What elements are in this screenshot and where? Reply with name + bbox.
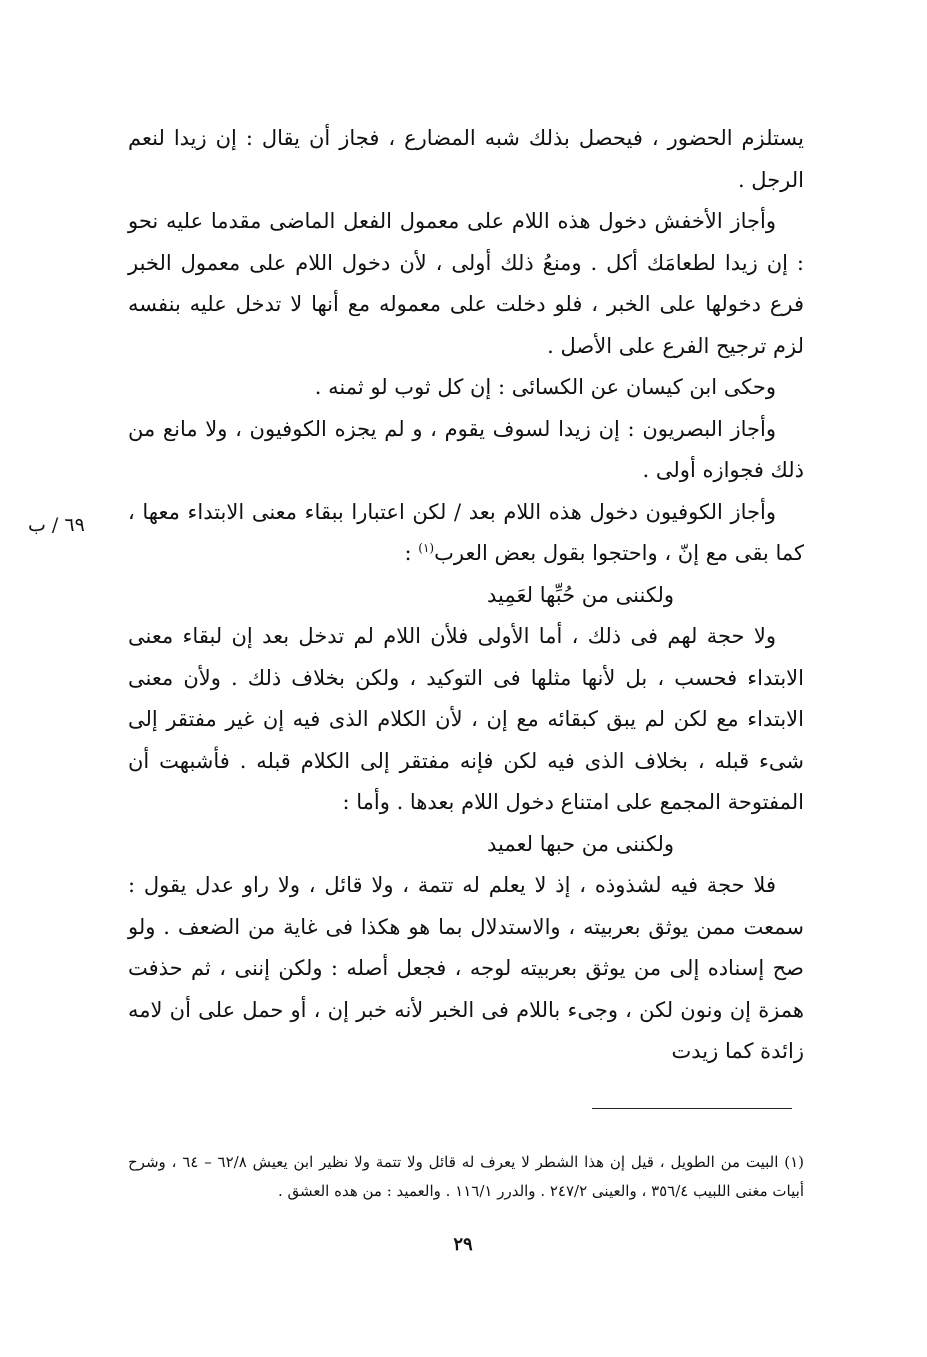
footnote-1: (١) البيت من الطويل ، قيل إن هذا الشطر لا يعرف له قائل ولا تتمة ولا نظير ابن يعيش ٦٢/٨ – ٦٤ ، وشرح أبيات مغنى اللبيب ٣٥٦/٤ ، والعينى ٢٤٧/٢ . والدرر ١١٦/١ . والعميد : من هده العشق .	[128, 1153, 804, 1200]
paragraph-5	[128, 492, 804, 575]
page-number: ٢٩	[453, 1234, 473, 1255]
paragraph-7: فلا حجة فيه لشذوذه ، إذ لا يعلم له تتمة ، ولا قائل ، ولا راو عدل يقول : سمعت ممن يوثق بعربيته ، والاستدلال بما هو هكذا فى غاية من الضعف . ولو صح إسناده إلى من يوثق بعربيته لوجه ، فجعل أصله : ولكن إننى ، ثم حذفت همزة إن ونون لكن ، وجىء باللام فى الخبر لأنه خبر إن ، أو حمل على أن لامه زائدة كما زيدت	[128, 873, 804, 1063]
paragraph-6: ولا حجة لهم فى ذلك ، أما الأولى فلأن اللام لم تدخل بعد إن لبقاء معنى الابتداء فحسب ، بل لأنها مثلها فى التوكيد ، ولكن بخلاف ذلك . ولأن معنى الابتداء مع لكن لم يبق كبقائه مع إن ، لأن الكلام الذى فيه إن غير مفتقر إلى شىء قبله ، بخلاف الذى فيه لكن فإنه مفتقر إلى الكلام قبله . فأشبهت أن المفتوحة المجمع على امتناع دخول اللام بعدها . وأما :	[128, 624, 804, 814]
main-text	[128, 118, 804, 1073]
footnote-reference: (١)	[418, 541, 435, 555]
paragraph-4: وأجاز البصريون : إن زيدا لسوف يقوم ، و لم يجزه الكوفيون ، ولا مانع من ذلك فجوازه أولى .	[128, 416, 804, 482]
paragraph-2: وأجاز الأخفش دخول هذه اللام على معمول الفعل الماضى مقدما عليه نحو : إن زيدا لطعامَك أكل . ومنعُ ذلك أولى ، لأن دخول اللام على معمول الخبر فرع دخولها على الخبر ، فلو دخلت على معموله مع أنها لا تدخل عليه بنفسه لزم ترجيح الفرع على الأصل .	[128, 209, 804, 358]
paragraph-5-text: وأجاز الكوفيون دخول هذه اللام بعد / لكن اعتبارا ببقاء معنى الابتداء معها ، كما بقى مع إنّ ، واحتجوا بقول بعض العرب	[128, 499, 804, 565]
paragraph-3: وحكى ابن كيسان عن الكسائى : إن كل ثوب لو ثمنه .	[314, 375, 776, 399]
footnotes	[128, 1148, 804, 1206]
paragraph-5-tail: :	[404, 541, 419, 565]
footnote-divider	[592, 1108, 792, 1109]
paragraph-1: يستلزم الحضور ، فيحصل بذلك شبه المضارع ، فجاز أن يقال : إن زيدا لنعم الرجل .	[128, 126, 804, 192]
verse-quote-2: ولكننى من حبها لعميد	[486, 831, 674, 856]
margin-folio-note: ٦٩ / ب	[28, 514, 85, 536]
verse-quote-1: ولكننى من حُبِّها لعَمِيد	[486, 582, 674, 607]
